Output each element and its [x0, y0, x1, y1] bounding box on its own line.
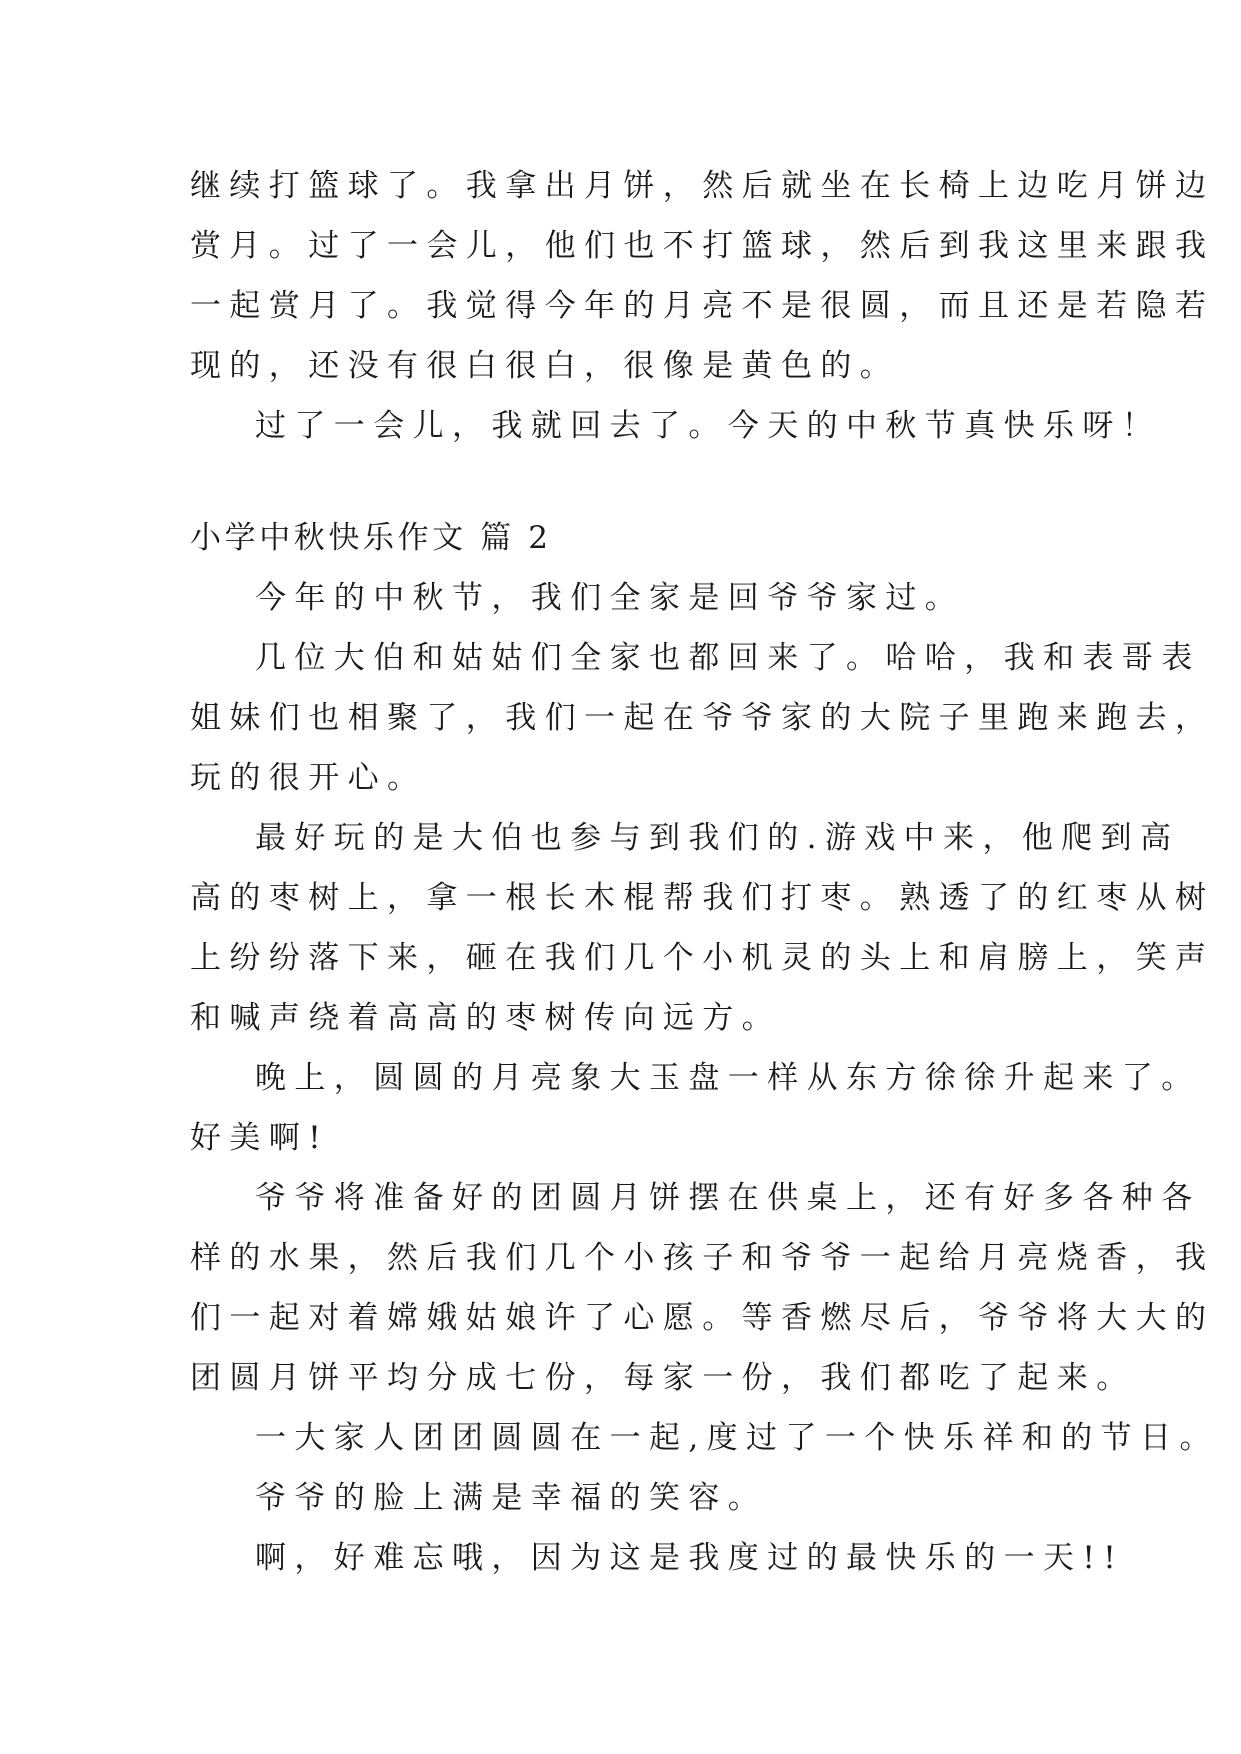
text-line: 玩的很开心。 [190, 760, 427, 796]
text-line: 样的水果，然后我们几个小孩子和爷爷一起给月亮烧香，我 [190, 1240, 1215, 1276]
text-line: 继续打篮球了。我拿出月饼，然后就坐在长椅上边吃月饼边 [190, 168, 1215, 204]
text-line: 一大家人团团圆圆在一起,度过了一个快乐祥和的节日。 [255, 1420, 1219, 1456]
text-line: 晚上，圆圆的月亮象大玉盘一样从东方徐徐升起来了。 [255, 1060, 1201, 1096]
section-heading: 小学中秋快乐作文 篇 2 [190, 520, 552, 556]
text-line: 姐妹们也相聚了，我们一起在爷爷家的大院子里跑来跑去， [190, 700, 1215, 736]
text-line: 上纷纷落下来，砸在我们几个小机灵的头上和肩膀上，笑声 [190, 940, 1215, 976]
text-line: 现的，还没有很白很白，很像是黄色的。 [190, 348, 900, 384]
text-line: 赏月。过了一会儿，他们也不打篮球，然后到我这里来跟我 [190, 228, 1215, 264]
text-line: 过了一会儿，我就回去了。今天的中秋节真快乐呀！ [255, 408, 1162, 444]
text-line: 几位大伯和姑姑们全家也都回来了。哈哈，我和表哥表 [255, 640, 1201, 676]
text-line: 啊，好难忘哦，因为这是我度过的最快乐的一天!! [255, 1540, 1125, 1576]
text-line: 爷爷将准备好的团圆月饼摆在供桌上，还有好多各种各 [255, 1180, 1201, 1216]
text-line: 好美啊! [190, 1120, 330, 1156]
text-line: 爷爷的脸上满是幸福的笑容。 [255, 1480, 768, 1516]
text-line: 最好玩的是大伯也参与到我们的.游戏中来，他爬到高 [255, 820, 1180, 856]
text-line: 高的枣树上，拿一根长木棍帮我们打枣。熟透了的红枣从树 [190, 880, 1215, 916]
text-line: 们一起对着嫦娥姑娘许了心愿。等香燃尽后，爷爷将大大的 [190, 1300, 1215, 1336]
text-line: 团圆月饼平均分成七份，每家一份，我们都吃了起来。 [190, 1360, 1136, 1396]
text-line: 和喊声绕着高高的枣树传向远方。 [190, 1000, 781, 1036]
text-line: 今年的中秋节，我们全家是回爷爷家过。 [255, 580, 965, 616]
text-line: 一起赏月了。我觉得今年的月亮不是很圆，而且还是若隐若 [190, 288, 1215, 324]
